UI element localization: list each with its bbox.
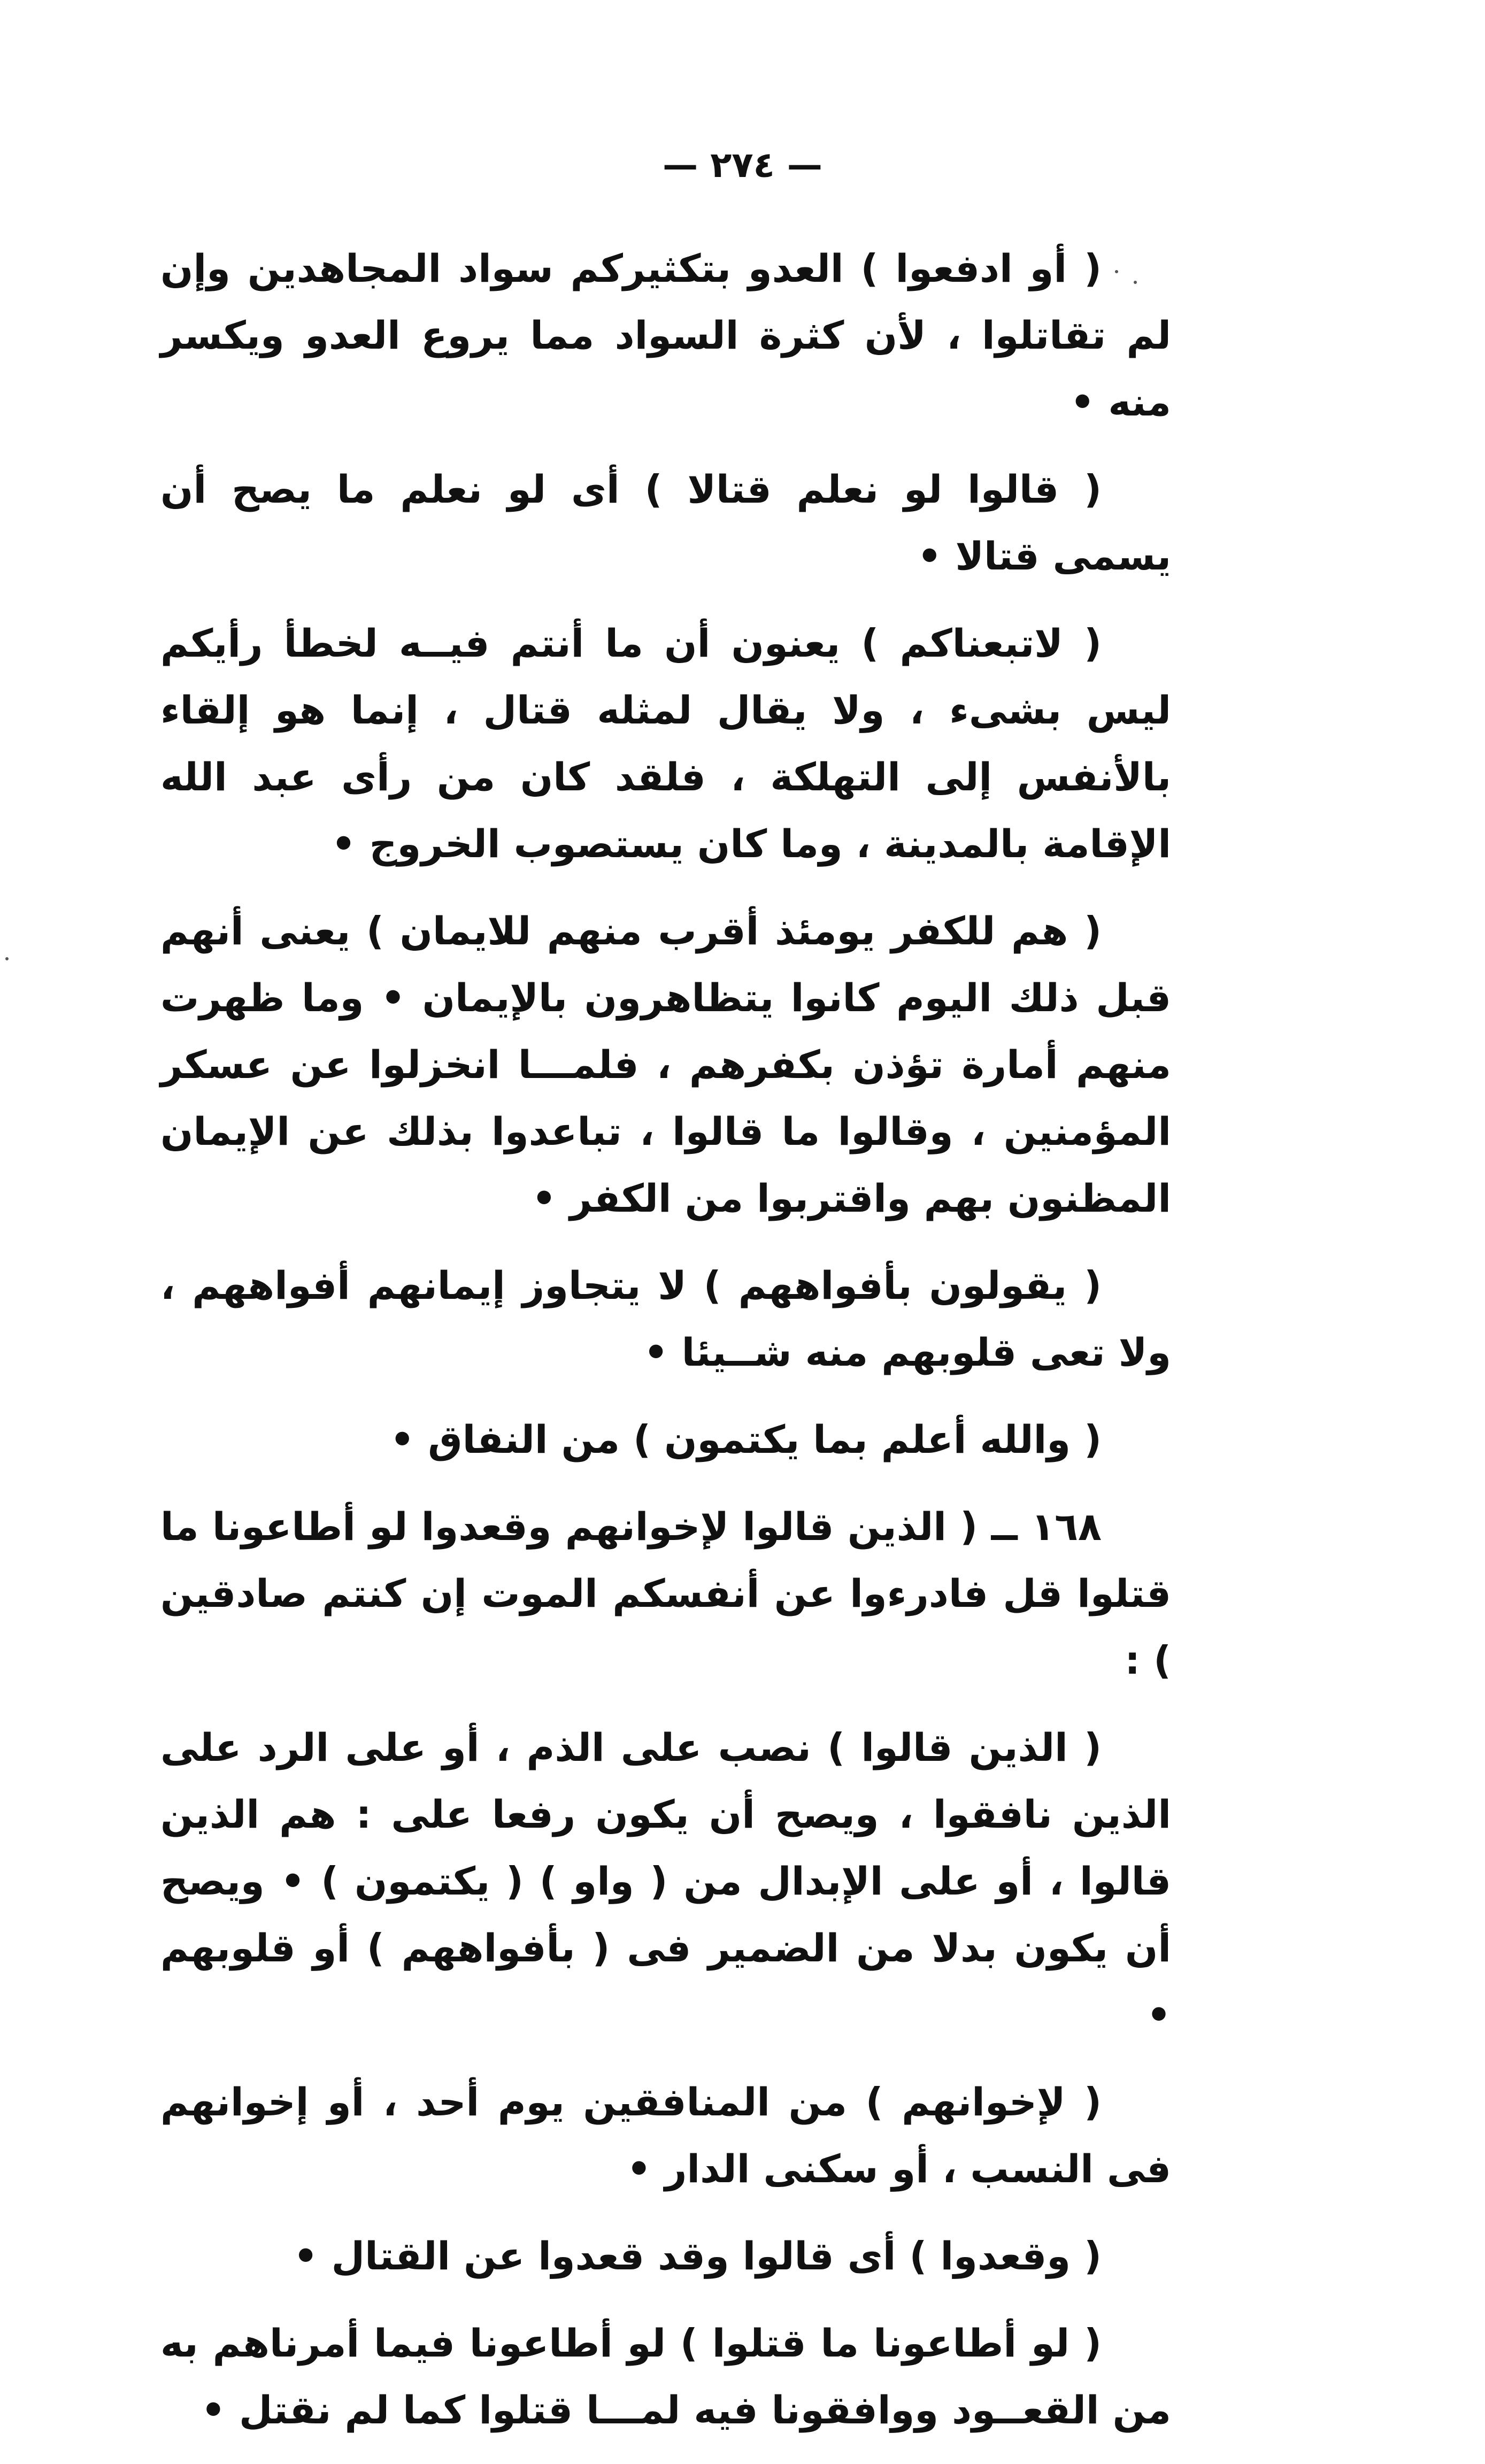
paragraph-8: ( الذين قالوا ) نصب على الذم ، أو على الرد على الذين نافقوا ، ويصح أن يكون رفعا على : هم الذين قالوا ، أو على الإبدال من ( واو ) ( يكتمون ) • ويصح أن يكون بدلا من الضمير فى ( بأفواههم ) أو قلوبهم • (160, 1725, 1171, 2037)
paragraph-2: ( قالوا لو نعلم قتالا ) أى لو نعلم ما يصح أن يسمى قتالا • (160, 467, 1171, 579)
paragraph-6: ( والله أعلم بما يكتمون ) من النفاق • (390, 1417, 1102, 1462)
commentary-text (160, 235, 1171, 2464)
scan-speck (1134, 281, 1137, 284)
paragraph-1: ( أو ادفعوا ) العدو بتكثيركم سواد المجاهدين وإن لم تقاتلوا ، لأن كثرة السواد مما يروع العدو ويكسر منه • (160, 246, 1171, 425)
paragraph-3: ( لاتبعناكم ) يعنون أن ما أنتم فيــه لخطأ رأيكم ليس بشىء ، ولا يقال لمثله قتال ، إنما هو إلقاء بالأنفس إلى التهلكة ، فلقد كان من رأى عبد الله الإقامة بالمدينة ، وما كان يستصوب الخروج • (160, 621, 1171, 866)
paragraph-10: ( وقعدوا ) أى قالوا وقد قعدوا عن القتال • (293, 2234, 1102, 2278)
verse-heading-168: ١٦٨ ــ ( الذين قالوا لإخوانهم وقعدوا لو أطاعونا ما قتلوا قل فادرءوا عن أنفسكم الموت إن كنتم صادقين ) : (160, 1504, 1171, 1683)
page-number: — ٢٧٤ — (663, 144, 822, 186)
scan-speck (5, 957, 9, 960)
paragraph-9: ( لإخوانهم ) من المنافقين يوم أحد ، أو إخوانهم فى النسب ، أو سكنى الدار • (160, 2080, 1171, 2191)
paragraph-5: ( يقولون بأفواههم ) لا يتجاوز إيمانهم أفواههم ، ولا تعى قلوبهم منه شــيئا • (160, 1263, 1171, 1375)
paragraph-11: ( لو أطاعونا ما قتلوا ) لو أطاعونا فيما أمرناهم به من القعــود ووافقونا فيه لمـــا قتلوا كما لم نقتل • (160, 2321, 1171, 2432)
paragraph-4: ( هم للكفر يومئذ أقرب منهم للايمان ) يعنى أنهم قبل ذلك اليوم كانوا يتظاهرون بالإيمان • وما ظهرت منهم أمارة تؤذن بكفرهم ، فلمـــا انخزلوا عن عسكر المؤمنين ، وقالوا ما قالوا ، تباعدوا بذلك عن الإيمان المظنون بهم واقتربوا من الكفر • (160, 908, 1171, 1221)
scan-speck (1115, 270, 1118, 273)
